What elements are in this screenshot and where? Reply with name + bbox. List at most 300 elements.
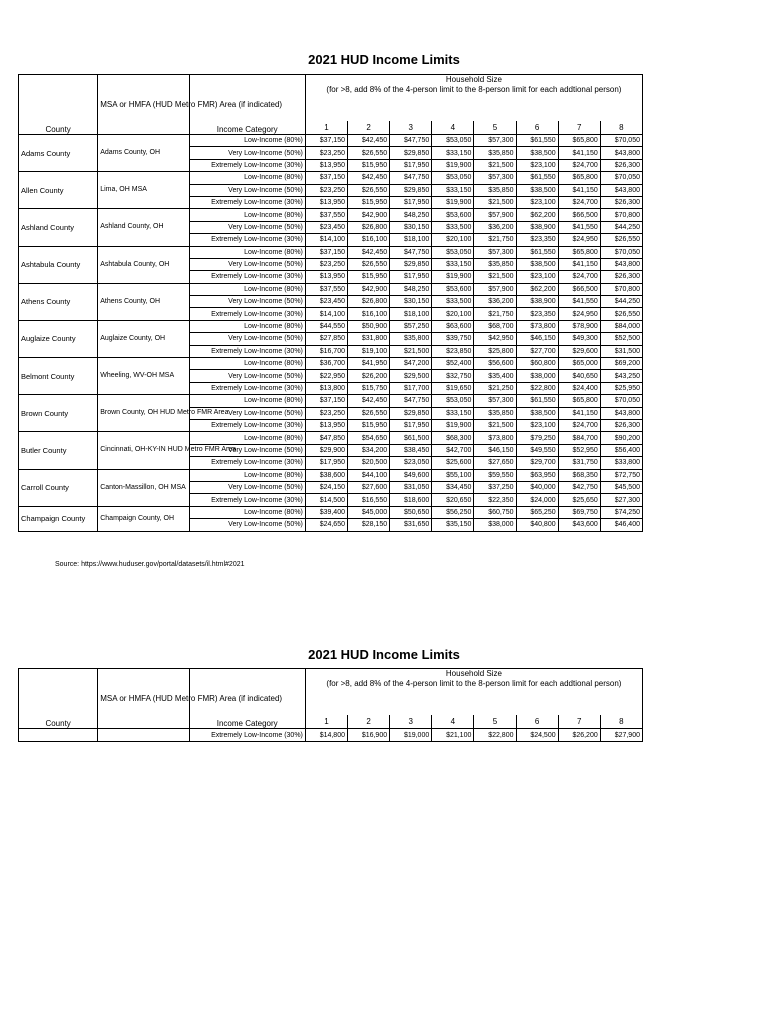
- county-cell: [19, 729, 98, 742]
- limit-value-cell: $15,950: [348, 159, 390, 171]
- household-size-note: (for >8, add 8% of the 4-person limit to the 8-person limit for each addtional person): [326, 85, 622, 94]
- limit-value-cell: $70,800: [600, 283, 642, 295]
- limit-value-cell: $35,850: [474, 407, 516, 419]
- limit-value-cell: $24,700: [558, 419, 600, 431]
- limit-value-cell: $65,000: [558, 358, 600, 370]
- msa-cell: Ashland County, OH: [98, 209, 189, 246]
- limit-value-cell: $30,150: [390, 296, 432, 308]
- msa-cell: Brown County, OH HUD Metro FMR Area: [98, 395, 189, 432]
- limit-value-cell: $23,100: [516, 419, 558, 431]
- limit-value-cell: $44,100: [348, 469, 390, 481]
- msa-cell: Ashtabula County, OH: [98, 246, 189, 283]
- limit-value-cell: $46,150: [474, 444, 516, 456]
- limit-value-cell: $39,750: [432, 333, 474, 345]
- limit-value-cell: $50,900: [348, 320, 390, 332]
- limit-value-cell: $36,700: [305, 358, 347, 370]
- limit-value-cell: $15,950: [348, 271, 390, 283]
- income-limits-table-continued: [18, 668, 643, 742]
- limit-value-cell: $78,900: [558, 320, 600, 332]
- limit-value-cell: $37,150: [305, 395, 347, 407]
- limit-value-cell: $43,800: [600, 147, 642, 159]
- limit-value-cell: $63,600: [432, 320, 474, 332]
- limit-value-cell: $38,000: [474, 519, 516, 531]
- limit-value-cell: $13,800: [305, 382, 347, 394]
- household-size-6: 6: [516, 121, 558, 135]
- limit-value-cell: $35,850: [474, 184, 516, 196]
- limit-value-cell: $16,550: [348, 494, 390, 506]
- limit-value-cell: $22,350: [474, 494, 516, 506]
- limit-value-cell: $43,600: [558, 519, 600, 531]
- limit-value-cell: $23,250: [305, 147, 347, 159]
- limit-value-cell: $26,550: [348, 258, 390, 270]
- income-category-cell: Very Low-Income (50%): [189, 370, 305, 382]
- limit-value-cell: $26,550: [348, 407, 390, 419]
- limit-value-cell: $40,000: [516, 481, 558, 493]
- limit-value-cell: $20,650: [432, 494, 474, 506]
- limit-value-cell: $26,550: [600, 234, 642, 246]
- limit-value-cell: $68,300: [432, 432, 474, 444]
- limit-value-cell: $35,150: [432, 519, 474, 531]
- limit-value-cell: $31,650: [390, 519, 432, 531]
- household-size-2: 2: [348, 715, 390, 729]
- header-income-category: Income Category: [189, 75, 305, 135]
- limit-value-cell: $35,800: [390, 333, 432, 345]
- limit-value-cell: $63,950: [516, 469, 558, 481]
- limit-value-cell: $45,000: [348, 506, 390, 518]
- limit-value-cell: $29,850: [390, 407, 432, 419]
- limit-value-cell: $42,700: [432, 444, 474, 456]
- limit-value-cell: $29,700: [516, 457, 558, 469]
- limit-value-cell: $31,800: [348, 333, 390, 345]
- limit-value-cell: $61,550: [516, 135, 558, 147]
- limit-value-cell: $33,500: [432, 221, 474, 233]
- county-cell: Champaign County: [19, 506, 98, 531]
- header-household-size: [305, 75, 642, 121]
- limit-value-cell: $84,000: [600, 320, 642, 332]
- limit-value-cell: $57,250: [390, 320, 432, 332]
- limit-value-cell: $27,700: [516, 345, 558, 357]
- limit-value-cell: $70,050: [600, 395, 642, 407]
- table-row: [19, 469, 643, 481]
- limit-value-cell: $31,500: [600, 345, 642, 357]
- msa-cell: Wheeling, WV-OH MSA: [98, 358, 189, 395]
- county-cell: Belmont County: [19, 358, 98, 395]
- limit-value-cell: $26,800: [348, 296, 390, 308]
- msa-cell: Canton-Massillon, OH MSA: [98, 469, 189, 506]
- limit-value-cell: $24,400: [558, 382, 600, 394]
- table-row: [19, 283, 643, 295]
- limit-value-cell: $19,900: [432, 419, 474, 431]
- limit-value-cell: $19,100: [348, 345, 390, 357]
- limit-value-cell: $27,300: [600, 494, 642, 506]
- limit-value-cell: $33,500: [432, 296, 474, 308]
- limit-value-cell: $47,200: [390, 358, 432, 370]
- household-size-6: 6: [516, 715, 558, 729]
- header-msa: MSA or HMFA (HUD Metro FMR) Area (if indicated): [98, 669, 189, 729]
- limit-value-cell: $26,550: [348, 147, 390, 159]
- limit-value-cell: $23,250: [305, 184, 347, 196]
- limit-value-cell: $18,100: [390, 308, 432, 320]
- income-category-cell: Extremely Low-Income (30%): [189, 494, 305, 506]
- limit-value-cell: $34,450: [432, 481, 474, 493]
- limit-value-cell: $43,800: [600, 407, 642, 419]
- limit-value-cell: $19,650: [432, 382, 474, 394]
- table-row: [19, 246, 643, 258]
- income-category-cell: Very Low-Income (50%): [189, 184, 305, 196]
- limit-value-cell: $37,150: [305, 246, 347, 258]
- limit-value-cell: $13,950: [305, 196, 347, 208]
- limit-value-cell: $26,300: [600, 419, 642, 431]
- table-row: [19, 209, 643, 221]
- limit-value-cell: $25,800: [474, 345, 516, 357]
- page-title: 2021 HUD Income Limits: [308, 52, 460, 67]
- limit-value-cell: $27,600: [348, 481, 390, 493]
- limit-value-cell: $21,500: [474, 196, 516, 208]
- limit-value-cell: $19,900: [432, 271, 474, 283]
- limit-value-cell: $49,600: [390, 469, 432, 481]
- county-cell: Auglaize County: [19, 320, 98, 357]
- limit-value-cell: $44,250: [600, 296, 642, 308]
- limit-value-cell: $37,550: [305, 283, 347, 295]
- limit-value-cell: $24,700: [558, 159, 600, 171]
- income-category-cell: Very Low-Income (50%): [189, 333, 305, 345]
- income-category-cell: Low-Income (80%): [189, 395, 305, 407]
- income-category-cell: Low-Income (80%): [189, 209, 305, 221]
- limit-value-cell: $24,500: [516, 729, 558, 742]
- limit-value-cell: $25,950: [600, 382, 642, 394]
- table-row: [19, 432, 643, 444]
- limit-value-cell: $41,150: [558, 258, 600, 270]
- limit-value-cell: $42,750: [558, 481, 600, 493]
- limit-value-cell: $37,550: [305, 209, 347, 221]
- table-row: [19, 506, 643, 518]
- limit-value-cell: $74,250: [600, 506, 642, 518]
- limit-value-cell: $34,200: [348, 444, 390, 456]
- limit-value-cell: $18,100: [390, 234, 432, 246]
- household-size-1: 1: [305, 121, 347, 135]
- limit-value-cell: $62,200: [516, 283, 558, 295]
- limit-value-cell: $73,800: [474, 432, 516, 444]
- household-size-4: 4: [432, 715, 474, 729]
- limit-value-cell: $35,850: [474, 147, 516, 159]
- limit-value-cell: $13,950: [305, 159, 347, 171]
- limit-value-cell: $41,550: [558, 221, 600, 233]
- limit-value-cell: $29,850: [390, 147, 432, 159]
- limit-value-cell: $21,250: [474, 382, 516, 394]
- limit-value-cell: $42,900: [348, 283, 390, 295]
- limit-value-cell: $19,900: [432, 196, 474, 208]
- limit-value-cell: $48,250: [390, 209, 432, 221]
- limit-value-cell: $66,500: [558, 283, 600, 295]
- limit-value-cell: $24,700: [558, 196, 600, 208]
- household-size-3: 3: [390, 715, 432, 729]
- income-category-cell: Extremely Low-Income (30%): [189, 419, 305, 431]
- limit-value-cell: $57,300: [474, 172, 516, 184]
- header-county: County: [19, 75, 98, 135]
- limit-value-cell: $21,500: [390, 345, 432, 357]
- limit-value-cell: $40,650: [558, 370, 600, 382]
- limit-value-cell: $79,250: [516, 432, 558, 444]
- limit-value-cell: $22,800: [474, 729, 516, 742]
- income-category-cell: Low-Income (80%): [189, 358, 305, 370]
- county-cell: Carroll County: [19, 469, 98, 506]
- limit-value-cell: $33,800: [600, 457, 642, 469]
- income-category-cell: Low-Income (80%): [189, 246, 305, 258]
- limit-value-cell: $57,300: [474, 395, 516, 407]
- household-size-5: 5: [474, 715, 516, 729]
- limit-value-cell: $55,100: [432, 469, 474, 481]
- limit-value-cell: $33,150: [432, 407, 474, 419]
- limit-value-cell: $15,950: [348, 196, 390, 208]
- limit-value-cell: $57,900: [474, 209, 516, 221]
- limit-value-cell: $69,200: [600, 358, 642, 370]
- header-msa: MSA or HMFA (HUD Metro FMR) Area (if indicated): [98, 75, 189, 135]
- income-category-cell: Extremely Low-Income (30%): [189, 234, 305, 246]
- table-row: [19, 135, 643, 147]
- msa-cell: Cincinnati, OH-KY-IN HUD Metro FMR Area: [98, 432, 189, 469]
- income-category-cell: Very Low-Income (50%): [189, 147, 305, 159]
- limit-value-cell: $17,950: [390, 271, 432, 283]
- limit-value-cell: $25,650: [558, 494, 600, 506]
- limit-value-cell: $90,200: [600, 432, 642, 444]
- limit-value-cell: $38,900: [516, 296, 558, 308]
- limit-value-cell: $56,400: [600, 444, 642, 456]
- limit-value-cell: $21,500: [474, 271, 516, 283]
- msa-cell: [98, 729, 189, 742]
- county-cell: Allen County: [19, 172, 98, 209]
- limit-value-cell: $38,500: [516, 147, 558, 159]
- limit-value-cell: $43,800: [600, 184, 642, 196]
- limit-value-cell: $15,950: [348, 419, 390, 431]
- limit-value-cell: $43,250: [600, 370, 642, 382]
- limit-value-cell: $47,750: [390, 172, 432, 184]
- limit-value-cell: $38,450: [390, 444, 432, 456]
- limit-value-cell: $47,750: [390, 246, 432, 258]
- limit-value-cell: $44,250: [600, 221, 642, 233]
- limit-value-cell: $13,950: [305, 271, 347, 283]
- income-category-cell: Very Low-Income (50%): [189, 519, 305, 531]
- limit-value-cell: $27,850: [305, 333, 347, 345]
- income-category-cell: Low-Income (80%): [189, 283, 305, 295]
- limit-value-cell: $26,300: [600, 159, 642, 171]
- msa-cell: Athens County, OH: [98, 283, 189, 320]
- limit-value-cell: $17,700: [390, 382, 432, 394]
- household-size-4: 4: [432, 121, 474, 135]
- table-row: [19, 729, 643, 742]
- household-size-7: 7: [558, 715, 600, 729]
- limit-value-cell: $61,550: [516, 395, 558, 407]
- limit-value-cell: $65,800: [558, 395, 600, 407]
- limit-value-cell: $24,950: [558, 234, 600, 246]
- limit-value-cell: $29,600: [558, 345, 600, 357]
- limit-value-cell: $53,050: [432, 135, 474, 147]
- limit-value-cell: $21,500: [474, 419, 516, 431]
- limit-value-cell: $36,200: [474, 296, 516, 308]
- limit-value-cell: $29,850: [390, 258, 432, 270]
- household-size-8: 8: [600, 121, 642, 135]
- limit-value-cell: $56,250: [432, 506, 474, 518]
- limit-value-cell: $68,350: [558, 469, 600, 481]
- limit-value-cell: $60,800: [516, 358, 558, 370]
- limit-value-cell: $33,150: [432, 147, 474, 159]
- limit-value-cell: $30,150: [390, 221, 432, 233]
- limit-value-cell: $31,750: [558, 457, 600, 469]
- limit-value-cell: $24,650: [305, 519, 347, 531]
- limit-value-cell: $26,550: [348, 184, 390, 196]
- county-cell: Adams County: [19, 135, 98, 172]
- household-size-5: 5: [474, 121, 516, 135]
- limit-value-cell: $22,800: [516, 382, 558, 394]
- limit-value-cell: $21,750: [474, 234, 516, 246]
- household-size-8: 8: [600, 715, 642, 729]
- income-category-cell: Extremely Low-Income (30%): [189, 345, 305, 357]
- limit-value-cell: $23,100: [516, 159, 558, 171]
- source-note: Source: https://www.huduser.gov/portal/datasets/il.html#2021: [55, 561, 245, 568]
- income-category-cell: Low-Income (80%): [189, 172, 305, 184]
- limit-value-cell: $40,800: [516, 519, 558, 531]
- limit-value-cell: $14,100: [305, 308, 347, 320]
- limit-value-cell: $24,000: [516, 494, 558, 506]
- limit-value-cell: $27,900: [600, 729, 642, 742]
- county-cell: Butler County: [19, 432, 98, 469]
- income-category-cell: Low-Income (80%): [189, 432, 305, 444]
- limit-value-cell: $41,150: [558, 184, 600, 196]
- income-category-cell: Very Low-Income (50%): [189, 221, 305, 233]
- limit-value-cell: $38,500: [516, 184, 558, 196]
- limit-value-cell: $42,900: [348, 209, 390, 221]
- limit-value-cell: $26,200: [348, 370, 390, 382]
- limit-value-cell: $24,950: [558, 308, 600, 320]
- limit-value-cell: $84,700: [558, 432, 600, 444]
- income-category-cell: Extremely Low-Income (30%): [189, 729, 305, 742]
- limit-value-cell: $15,750: [348, 382, 390, 394]
- limit-value-cell: $65,800: [558, 172, 600, 184]
- page-title-continued: 2021 HUD Income Limits: [308, 647, 460, 662]
- msa-cell: Champaign County, OH: [98, 506, 189, 531]
- limit-value-cell: $38,900: [516, 221, 558, 233]
- limit-value-cell: $47,850: [305, 432, 347, 444]
- limit-value-cell: $18,600: [390, 494, 432, 506]
- income-category-cell: Very Low-Income (50%): [189, 296, 305, 308]
- limit-value-cell: $21,750: [474, 308, 516, 320]
- limit-value-cell: $42,450: [348, 395, 390, 407]
- limit-value-cell: $59,550: [474, 469, 516, 481]
- limit-value-cell: $23,450: [305, 296, 347, 308]
- limit-value-cell: $70,050: [600, 135, 642, 147]
- limit-value-cell: $17,950: [390, 196, 432, 208]
- income-category-cell: Extremely Low-Income (30%): [189, 457, 305, 469]
- limit-value-cell: $48,250: [390, 283, 432, 295]
- limit-value-cell: $54,650: [348, 432, 390, 444]
- limit-value-cell: $45,500: [600, 481, 642, 493]
- limit-value-cell: $46,400: [600, 519, 642, 531]
- limit-value-cell: $23,100: [516, 196, 558, 208]
- limit-value-cell: $16,100: [348, 308, 390, 320]
- limit-value-cell: $23,350: [516, 308, 558, 320]
- limit-value-cell: $73,800: [516, 320, 558, 332]
- county-cell: Brown County: [19, 395, 98, 432]
- limit-value-cell: $35,850: [474, 258, 516, 270]
- limit-value-cell: $61,550: [516, 172, 558, 184]
- income-category-cell: Low-Income (80%): [189, 135, 305, 147]
- limit-value-cell: $42,950: [474, 333, 516, 345]
- limit-value-cell: $42,450: [348, 246, 390, 258]
- income-category-cell: Very Low-Income (50%): [189, 444, 305, 456]
- household-size-7: 7: [558, 121, 600, 135]
- limit-value-cell: $70,050: [600, 172, 642, 184]
- limit-value-cell: $62,200: [516, 209, 558, 221]
- household-size-label: Household Size: [445, 75, 502, 84]
- limit-value-cell: $68,700: [474, 320, 516, 332]
- household-size-2: 2: [348, 121, 390, 135]
- limit-value-cell: $47,750: [390, 395, 432, 407]
- limit-value-cell: $49,300: [558, 333, 600, 345]
- limit-value-cell: $69,750: [558, 506, 600, 518]
- table-row: [19, 358, 643, 370]
- limit-value-cell: $41,150: [558, 407, 600, 419]
- county-cell: Athens County: [19, 283, 98, 320]
- limit-value-cell: $61,550: [516, 246, 558, 258]
- limit-value-cell: $23,450: [305, 221, 347, 233]
- limit-value-cell: $41,550: [558, 296, 600, 308]
- limit-value-cell: $13,950: [305, 419, 347, 431]
- limit-value-cell: $37,150: [305, 172, 347, 184]
- limit-value-cell: $33,150: [432, 258, 474, 270]
- limit-value-cell: $43,800: [600, 258, 642, 270]
- limit-value-cell: $25,600: [432, 457, 474, 469]
- limit-value-cell: $38,000: [516, 370, 558, 382]
- limit-value-cell: $28,150: [348, 519, 390, 531]
- limit-value-cell: $38,500: [516, 407, 558, 419]
- limit-value-cell: $14,500: [305, 494, 347, 506]
- limit-value-cell: $42,450: [348, 172, 390, 184]
- limit-value-cell: $23,250: [305, 258, 347, 270]
- limit-value-cell: $32,750: [432, 370, 474, 382]
- header-household-size: [305, 669, 642, 715]
- limit-value-cell: $21,500: [474, 159, 516, 171]
- limit-value-cell: $56,600: [474, 358, 516, 370]
- table-row: [19, 320, 643, 332]
- limit-value-cell: $23,250: [305, 407, 347, 419]
- limit-value-cell: $23,350: [516, 234, 558, 246]
- income-category-cell: Low-Income (80%): [189, 320, 305, 332]
- limit-value-cell: $66,500: [558, 209, 600, 221]
- income-category-cell: Extremely Low-Income (30%): [189, 196, 305, 208]
- limit-value-cell: $20,100: [432, 234, 474, 246]
- limit-value-cell: $26,200: [558, 729, 600, 742]
- income-category-cell: Very Low-Income (50%): [189, 481, 305, 493]
- limit-value-cell: $20,100: [432, 308, 474, 320]
- household-size-1: 1: [305, 715, 347, 729]
- limit-value-cell: $26,800: [348, 221, 390, 233]
- limit-value-cell: $20,500: [348, 457, 390, 469]
- limit-value-cell: $53,050: [432, 246, 474, 258]
- limit-value-cell: $42,450: [348, 135, 390, 147]
- limit-value-cell: $17,950: [390, 419, 432, 431]
- limit-value-cell: $36,200: [474, 221, 516, 233]
- income-category-cell: Very Low-Income (50%): [189, 407, 305, 419]
- limit-value-cell: $19,000: [390, 729, 432, 742]
- limit-value-cell: $22,950: [305, 370, 347, 382]
- household-size-3: 3: [390, 121, 432, 135]
- msa-cell: Lima, OH MSA: [98, 172, 189, 209]
- table-row: [19, 172, 643, 184]
- limit-value-cell: $57,300: [474, 135, 516, 147]
- county-cell: Ashland County: [19, 209, 98, 246]
- limit-value-cell: $41,150: [558, 147, 600, 159]
- limit-value-cell: $44,550: [305, 320, 347, 332]
- limit-value-cell: $53,600: [432, 209, 474, 221]
